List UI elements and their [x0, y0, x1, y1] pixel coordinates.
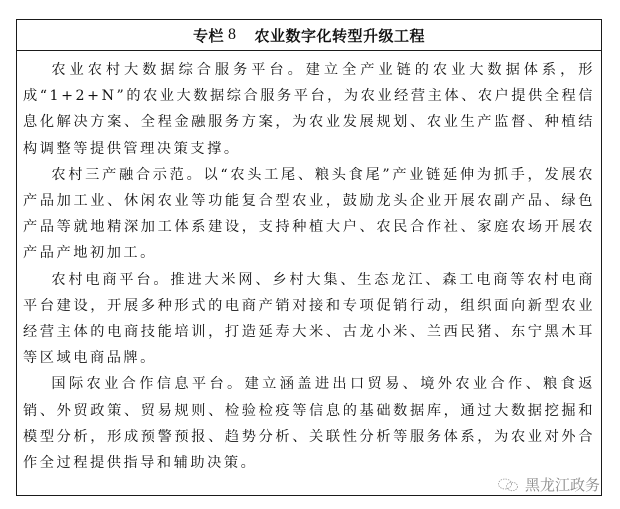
wechat-icon [497, 478, 519, 492]
column-label: 专栏 [192, 26, 224, 45]
paragraph-big-data-platform: 农业农村大数据综合服务平台。建立全产业链的农业大数据体系，形成“1+2+N”的农业大数据综合服务平台，为农业经营主体、农户提供全程信息化解决方案、全程金融服务方案，为农业发展规划、农业生产监督、种植结构调整等提供管理决策支撑。 [23, 62, 595, 157]
column-heading: 农业数字化转型升级工程 [254, 26, 426, 45]
paragraph-ecommerce-platform: 农村电商平台。推进大米网、乡村大集、生态龙江、森工电商等农村电商平台建设，开展多种形式的电商产销对接和专项促销行动，组织面向新型农业经营主体的电商技能培训，打造延寿大米、古龙小米、兰西民猪、东宁黑木耳等区域电商品牌。 [23, 271, 595, 367]
watermark [497, 474, 600, 495]
watermark-text: 黑龙江政务 [524, 476, 600, 494]
column-content [17, 51, 601, 476]
column-box [16, 19, 602, 496]
column-number: 8 [228, 26, 237, 43]
column-title [17, 20, 601, 51]
paragraph-industry-integration: 农村三产融合示范。以“农头工尾、粮头食尾”产业链延伸为抓手，发展农产品加工业、休闲农业等功能复合型农业，鼓励龙头企业开展农副产品、绿色产品等就地精深加工体系建设，支持种植大户、农民合作社、家庭农场开展农产品产地初加工。 [23, 166, 595, 262]
paragraph-international-cooperation: 国际农业合作信息平台。建立涵盖进出口贸易、境外农业合作、粮食返销、外贸政策、贸易规则、检验检疫等信息的基础数据库，通过大数据挖掘和模型分析，形成预警预报、趋势分析、关联性分析等服务体系，为农业对外合作全过程提供指导和辅助决策。 [23, 376, 595, 472]
